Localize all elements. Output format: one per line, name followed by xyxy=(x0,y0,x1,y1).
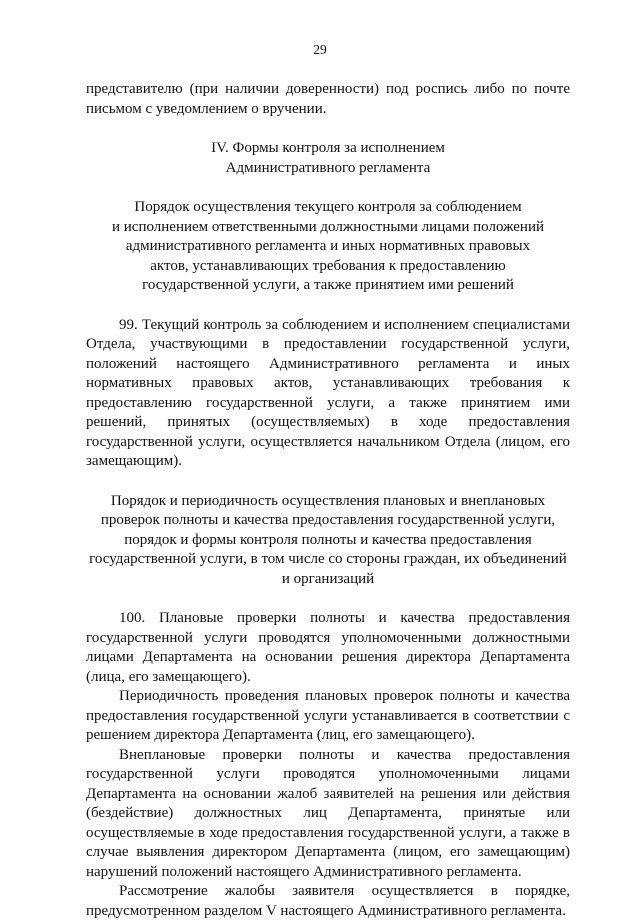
section-title-line-2: Административного регламента xyxy=(225,159,431,176)
paragraph-unscheduled-inspections: Внеплановые проверки полноты и качества предоставления государственной услуги проводятся уполномоченными лицами Департамента на основании жалоб заявителей на решения или действия (бездействие) должностных лиц Департамента, принятые или осуществляемые в ходе предоставления государственной услуги, а также в случае выявления директором Департамента (лицом, его замещающим) нарушений положений настоящего Административного регламента. xyxy=(86,746,570,880)
subheading-inspections-line-5: и организаций xyxy=(281,570,375,587)
subheading-inspections-line-3: порядок и формы контроля полноты и качества предоставления xyxy=(124,531,532,548)
paragraph-complaint-review: Рассмотрение жалобы заявителя осуществляется в порядке, предусмотренном разделом V настоящего Административного регламента. xyxy=(86,883,570,919)
intro-paragraph: представителю (при наличии доверенности) под роспись либо по почте письмом с уведомлением о вручении. xyxy=(86,81,570,117)
subheading-inspections-line-4: государственной услуги, в том числе со стороны граждан, их объединений xyxy=(89,551,567,567)
subheading-current-control-line-1: Порядок осуществления текущего контроля за соблюдением xyxy=(134,199,522,215)
subheading-current-control-line-4: актов, устанавливающих требования к предоставлению xyxy=(150,257,506,274)
paragraph-100: 100. Плановые проверки полноты и качества предоставления государственной услуги проводятся уполномоченными должностными лицами Департамента на основании решения директора Департамента (лица, его замещающего). xyxy=(86,610,570,685)
subheading-inspections-line-2: проверок полноты и качества предоставления государственной услуги, xyxy=(100,512,556,528)
page-number: 29 xyxy=(313,42,327,57)
paragraph-99: 99. Текущий контроль за соблюдением и исполнением специалистами Отдела, участвующими в предоставлении государственной услуги, положений настоящего Административного регламента и иных нормативных правовых актов, устанавливающих требования к предоставлению государственной услуги, а также принятием ими решений, принятых (осуществляемых) в ходе предоставления государственной услуги, осуществляется начальником Отдела (лицом, его замещающим). xyxy=(86,316,570,469)
paragraph-periodicity: Периодичность проведения плановых проверок полноты и качества предоставления государственной услуги устанавливается в соответствии с решением директора Департамента (лиц, его замещающего). xyxy=(86,688,570,743)
subheading-current-control-line-5: государственной услуги, а также принятием ими решений xyxy=(142,277,514,293)
subheading-current-control-line-3: административного регламента и иных нормативных правовых xyxy=(125,238,531,254)
subheading-inspections-line-1: Порядок и периодичность осуществления плановых и внеплановых xyxy=(110,492,546,509)
page-content xyxy=(86,80,570,921)
section-title-line-1: IV. Формы контроля за исполнением xyxy=(211,140,445,156)
subheading-current-control-line-2: и исполнением ответственными должностными лицами положений xyxy=(111,218,545,235)
